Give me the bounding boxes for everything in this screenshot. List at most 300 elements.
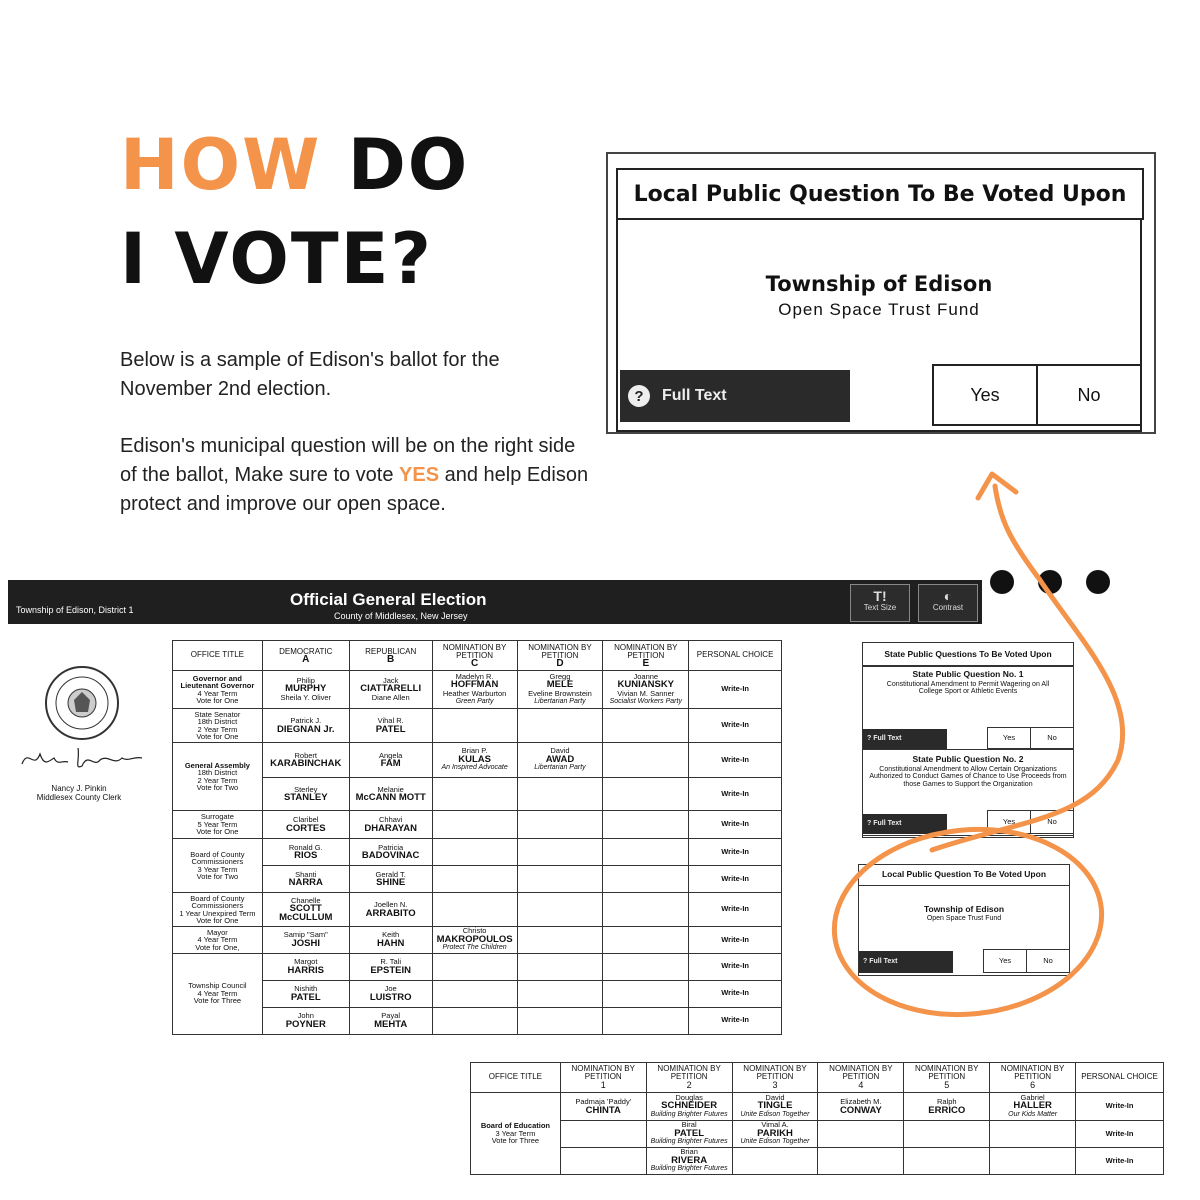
candidate-first: Sterley [294,784,318,794]
running-mate: Sheila Y. Oliver [280,692,332,702]
office-line: Lieutenant Governor [180,681,255,690]
yes-button[interactable]: Yes [932,364,1038,426]
ballot-header-bar [8,580,982,624]
intro-yes-highlight: YES [399,464,440,486]
candidate-first: Ralph [936,1097,957,1106]
candidate-first: Gregg [549,671,571,681]
office-line: 4 Year Term [197,688,238,698]
candidate-first: Shanti [295,869,317,879]
empty-cell [904,1121,990,1148]
intro-paragraph-1: Below is a sample of Edison's ballot for the November 2nd election. [120,349,500,400]
local-question-body [616,220,1142,432]
office-line: 4 Year Term [197,988,238,998]
state-question-1 [862,666,1074,750]
candidate-cell[interactable] [349,866,432,893]
candidate-first: Samip "Sam" [283,930,328,940]
party-slogan: Socialist Workers Party [609,698,682,705]
empty-cell [603,1007,689,1034]
candidate-cell[interactable] [262,671,349,709]
column-b-header [349,641,432,671]
candidate-name: CHINTA [585,1104,621,1116]
clerk-signature-icon [18,740,148,776]
candidate-name: AWAD [545,753,575,765]
office-line: Township Council [188,981,247,991]
petition-number: 3 [772,1080,778,1090]
party-slogan: Our Kids Matter [1008,1110,1058,1118]
ballot-grid [172,640,782,1035]
candidate-cell[interactable] [262,839,349,866]
office-line: 1 Year Unexpired Term [179,908,256,918]
school-header-row [471,1063,1164,1093]
party-slogan: An Inspired Advocate [441,764,508,772]
candidate-first: Patrick J. [290,716,322,725]
candidate-cell[interactable] [262,709,349,743]
office-line: Vote for One [196,827,239,837]
office-line: Vote for One [196,916,239,925]
intro-p2-before: Edison's municipal question will be on the right side of the ballot, Make sure to vote [120,435,576,486]
candidate-cell[interactable] [349,980,432,1007]
contrast-icon: ◐ [943,588,953,604]
candidate-cell[interactable] [904,1093,990,1121]
school-office-header: OFFICE TITLE [471,1063,561,1093]
personal-choice-header: PERSONAL CHOICE [689,641,782,671]
table-row [471,1148,1164,1175]
table-row [173,671,782,709]
local-question-small-town: Township of Edison [923,903,1005,914]
write-in-cell[interactable]: Write-In [689,866,782,893]
party-slogan: Unite Edison Together [740,1110,810,1118]
office-line: Vote for Two [196,783,239,792]
write-in-cell[interactable]: Write-In [689,1007,782,1034]
write-in-cell[interactable]: Write-In [689,980,782,1007]
clerk-info [24,784,134,802]
office-line: Commissioners [191,901,244,910]
empty-cell [990,1148,1076,1175]
write-in-cell[interactable]: Write-In [1076,1148,1164,1175]
candidate-cell[interactable] [349,893,432,927]
office-line: 3 Year Term [197,864,238,874]
candidate-name: HAHN [376,937,405,949]
party-slogan: Green Party [455,698,494,705]
candidate-first: Ronald G. [288,842,323,852]
petition-label: NOMINATION BY PETITION [571,1064,635,1081]
full-text-label: Full Text [873,735,902,743]
candidate-first: Robert [294,750,318,760]
empty-cell [432,839,517,866]
petition-number: 2 [686,1080,692,1090]
table-row [173,866,782,893]
local-question-small-subtitle: Open Space Trust Fund [926,915,1002,922]
empty-cell [517,1007,603,1034]
candidate-name: CONWAY [839,1104,882,1116]
empty-cell [432,709,517,743]
table-row [173,811,782,839]
write-in-cell[interactable]: Write-In [689,953,782,980]
office-line: Surrogate [200,812,234,822]
candidate-name: ARRABITO [365,907,416,919]
headline-accent: HOW [120,124,322,206]
empty-cell [432,980,517,1007]
write-in-cell[interactable]: Write-In [689,811,782,839]
write-in-cell[interactable]: Write-In [689,743,782,778]
candidate-name: CIATTARELLI [360,683,422,695]
write-in-cell[interactable]: Write-In [689,671,782,709]
petition-5-header [904,1063,990,1093]
empty-cell [517,866,603,893]
local-question-town: Township of Edison [765,272,993,296]
write-in-cell[interactable]: Write-In [1076,1121,1164,1148]
empty-cell [732,1148,818,1175]
office-general-assembly [173,743,263,811]
candidate-name: SCHNEIDER [661,1100,718,1112]
candidate-cell[interactable] [262,953,349,980]
candidate-first: Payal [381,1011,401,1020]
candidate-cell[interactable] [349,743,432,778]
state-question-1-full-text-button[interactable] [863,729,947,749]
party-slogan: Building Brighter Futures [650,1138,728,1146]
help-icon: ? [863,958,870,966]
candidate-name: STANLEY [283,792,328,803]
table-row [173,839,782,866]
candidate-cell[interactable] [349,811,432,839]
candidate-cell[interactable] [349,953,432,980]
ballot-district: Township of Edison, District 1 [16,605,134,615]
candidate-name: DIEGNAN Jr. [276,723,335,735]
candidate-first: Christo [462,926,487,935]
candidate-name: HOFFMAN [450,679,499,690]
table-row [173,980,782,1007]
office-line: Commissioners [191,857,244,866]
local-question-small-yes[interactable]: Yes [983,949,1027,973]
table-row [173,1007,782,1034]
empty-cell [904,1148,990,1175]
office-line: 4 Year Term [197,935,238,944]
state-question-2-yes[interactable]: Yes [987,810,1031,834]
candidate-cell[interactable] [732,1121,818,1148]
candidate-first: Melanie [377,784,404,794]
page-headline [120,118,469,306]
empty-cell [603,778,689,811]
state-question-1-body: Constitutional Amendment to Permit Wagering on All College Sport or Athletic Events [886,680,1050,695]
petition-number: 1 [600,1080,606,1090]
office-county-commissioners-unexpired [173,893,263,927]
column-a-party: DEMOCRATIC [279,646,333,656]
running-mate: Eveline Brownstein [528,688,592,698]
write-in-cell[interactable]: Write-In [689,709,782,743]
candidate-cell[interactable] [262,927,349,954]
candidate-cell[interactable] [990,1093,1076,1121]
candidate-name: TINGLE [757,1100,793,1112]
office-line: Mayor [206,927,228,937]
local-question-enlarged [606,152,1156,434]
candidate-first: R. Tali [380,957,402,966]
office-line: Vote for One [196,732,239,741]
empty-cell [560,1148,646,1175]
empty-cell [818,1148,904,1175]
petition-6-header [990,1063,1076,1093]
candidate-name: LUISTRO [369,991,412,1003]
no-button[interactable]: No [1036,364,1142,426]
headline-line2: I VOTE? [120,218,434,300]
full-text-label: Full Text [662,387,727,404]
party-slogan: Libertarian Party [534,698,586,705]
candidate-first: Jack [382,675,399,685]
write-in-cell[interactable]: Write-In [689,839,782,866]
column-e-header [603,641,689,671]
empty-cell [603,709,689,743]
intro-text [120,346,590,547]
local-question-small-full-text-button[interactable] [859,951,953,973]
state-question-1-no[interactable]: No [1030,727,1074,749]
petition-label: NOMINATION BY PETITION [657,1064,721,1081]
local-question-subtitle: Open Space Trust Fund [778,300,980,319]
candidate-cell[interactable] [560,1093,646,1121]
ballot-title: Official General Election [290,590,487,609]
candidate-first: Brian P. [461,746,488,756]
empty-cell [517,839,603,866]
write-in-cell[interactable]: Write-In [689,778,782,811]
empty-cell [603,811,689,839]
office-line: 18th District [197,768,238,777]
candidate-cell[interactable] [349,839,432,866]
candidate-name: JOSHI [291,937,321,949]
candidate-first: Keith [382,930,400,940]
office-line: 5 Year Term [197,819,238,829]
clerk-title: Middlesex County Clerk [36,793,122,802]
state-question-2-no[interactable]: No [1030,810,1074,834]
column-a-letter: A [302,653,310,665]
candidate-cell[interactable] [262,893,349,927]
office-line: Board of County [190,849,245,859]
empty-cell [432,953,517,980]
candidate-name: PATEL [290,991,321,1003]
petition-label: NOMINATION BY PETITION [915,1064,979,1081]
candidate-first: Joanne [633,671,659,681]
candidate-name: SCOTT McCULLUM [279,903,333,923]
write-in-cell[interactable]: Write-In [689,927,782,954]
running-mate: Vivian M. Sanner [617,688,675,698]
help-icon: ? [628,385,650,407]
candidate-cell[interactable] [262,778,349,811]
office-title-header: OFFICE TITLE [173,641,263,671]
office-line: Vote for Three [491,1136,540,1146]
column-c-party: NOMINATION BY PETITION [442,642,507,660]
state-question-2-full-text-button[interactable] [863,814,947,834]
candidate-name: KUNIANSKY [617,679,675,690]
party-slogan: Building Brighter Futures [650,1165,728,1173]
candidate-cell[interactable] [432,927,517,954]
office-senator [173,709,263,743]
write-in-cell[interactable]: Write-In [689,893,782,927]
text-size-icon: T! [873,588,887,604]
candidate-name: NARRA [288,877,323,888]
party-slogan: Libertarian Party [534,764,586,772]
help-icon: ? [867,735,874,743]
candidate-cell[interactable] [262,743,349,778]
office-line: Board of Education [480,1121,550,1131]
candidate-cell[interactable] [646,1121,732,1148]
candidate-name: DHARAYAN [364,822,417,834]
office-line: Vote for Three [193,996,242,1006]
office-line: Vote for One [196,696,239,705]
office-line: Board of County [190,893,245,903]
empty-cell [517,893,603,927]
column-d-letter: D [556,657,564,669]
candidate-cell[interactable] [517,671,603,709]
candidate-first: Philip [296,675,315,685]
column-b-party: REPUBLICAN [365,646,417,656]
candidate-cell[interactable] [349,927,432,954]
petition-number: 6 [1030,1080,1036,1090]
running-mate: Heather Warburton [442,688,507,698]
headline-rest: DO [347,124,470,206]
petition-number: 5 [944,1080,950,1090]
candidate-name: ERRICO [928,1104,966,1116]
ellipsis-icon [988,568,1112,596]
office-township-council [173,953,263,1034]
local-question-small-header: Local Public Question To Be Voted Upon [859,865,1069,886]
column-c-header [432,641,517,671]
candidate-first: Claribel [293,815,319,824]
local-question-small-no[interactable]: No [1026,949,1070,973]
candidate-cell[interactable] [262,1007,349,1034]
candidate-name: KULAS [458,753,491,765]
candidate-first: Margot [294,957,318,966]
candidate-first: David [550,746,570,756]
candidate-cell[interactable] [262,980,349,1007]
intro-paragraph-2 [120,432,590,519]
party-slogan: Unite Edison Together [740,1138,810,1146]
candidate-first: Brian [680,1147,698,1157]
candidate-first: Vimal A. [761,1120,789,1130]
text-size-label: Text Size [863,603,897,612]
ballot-county: County of Middlesex, New Jersey [334,611,468,621]
candidate-name: PARIKH [757,1127,793,1139]
empty-cell [603,839,689,866]
candidate-cell[interactable] [262,866,349,893]
column-e-party: NOMINATION BY PETITION [614,642,678,660]
table-row [173,953,782,980]
empty-cell [990,1121,1076,1148]
petition-2-header [646,1063,732,1093]
empty-cell [603,927,689,954]
candidate-name: KARABINCHAK [270,758,342,769]
empty-cell [603,866,689,893]
candidate-name: MEHTA [374,1018,408,1030]
candidate-cell[interactable] [646,1148,732,1175]
full-text-button[interactable] [620,370,850,422]
table-row [173,778,782,811]
petition-4-header [818,1063,904,1093]
candidate-name: RIOS [294,850,318,861]
state-question-1-yes[interactable]: Yes [987,727,1031,749]
candidate-cell[interactable] [349,1007,432,1034]
office-line: Vote for One, [195,942,240,952]
candidate-cell[interactable] [818,1093,904,1121]
office-line: State Senator [194,709,241,719]
petition-3-header [732,1063,818,1093]
empty-cell [603,893,689,927]
empty-cell [432,866,517,893]
empty-cell [603,980,689,1007]
table-row [173,893,782,927]
candidate-cell[interactable] [349,709,432,743]
candidate-first: Nishith [294,984,318,993]
petition-label: NOMINATION BY PETITION [1000,1064,1065,1081]
candidate-name: SHINE [376,877,406,888]
empty-cell [432,811,517,839]
empty-cell [517,980,603,1007]
party-slogan: Protect The Children [442,944,507,951]
office-surrogate [173,811,263,839]
candidate-first: Patricia [378,842,404,852]
candidate-name: RIVERA [671,1154,708,1166]
office-line: Governor and [192,673,242,683]
empty-cell [517,927,603,954]
candidate-cell[interactable] [432,743,517,778]
table-row [173,743,782,778]
empty-cell [560,1121,646,1148]
local-question-header: Local Public Question To Be Voted Upon [616,168,1144,220]
candidate-cell[interactable] [646,1093,732,1121]
candidate-cell[interactable] [262,811,349,839]
empty-cell [603,953,689,980]
candidate-name: MELE [546,679,574,690]
help-icon: ? [867,820,874,828]
contrast-button[interactable] [918,584,978,622]
office-county-commissioners [173,839,263,893]
column-a-header [262,641,349,671]
office-line: General Assembly [184,760,250,770]
school-personal-choice-header: PERSONAL CHOICE [1076,1063,1164,1093]
candidate-name: PATEL [674,1127,704,1139]
candidate-first: Chanelle [290,895,321,905]
candidate-name: FAM [380,758,401,769]
petition-1-header [560,1063,646,1093]
office-line: 2 Year Term [197,724,238,734]
candidate-first: John [297,1011,314,1020]
text-size-button[interactable] [850,584,910,622]
empty-cell [818,1121,904,1148]
column-c-letter: C [470,657,479,669]
candidate-name: POYNER [285,1018,326,1030]
candidate-first: Angela [378,750,403,760]
state-question-2 [862,752,1074,836]
petition-label: NOMINATION BY PETITION [743,1064,807,1081]
state-question-2-title: State Public Question No. 2 [912,754,1024,764]
candidate-cell[interactable] [517,743,603,778]
candidate-cell[interactable] [349,778,432,811]
empty-cell [517,953,603,980]
candidate-cell[interactable] [603,671,689,709]
office-line: 18th District [197,717,238,726]
clerk-name: Nancy J. Pinkin [51,784,107,793]
county-seal-icon [28,658,130,748]
candidate-first: Chhavi [378,815,403,824]
candidate-name: McCANN MOTT [355,792,426,803]
empty-cell [432,893,517,927]
empty-cell [517,811,603,839]
candidate-cell[interactable] [349,671,432,709]
write-in-cell[interactable]: Write-In [1076,1093,1164,1121]
candidate-name: EPSTEIN [370,964,411,976]
candidate-cell[interactable] [732,1093,818,1121]
column-d-header [517,641,603,671]
candidate-name: HALLER [1013,1100,1052,1112]
candidate-first: Padmaja 'Paddy' [575,1097,632,1106]
candidate-cell[interactable] [432,671,517,709]
office-line: 2 Year Term [197,775,238,785]
